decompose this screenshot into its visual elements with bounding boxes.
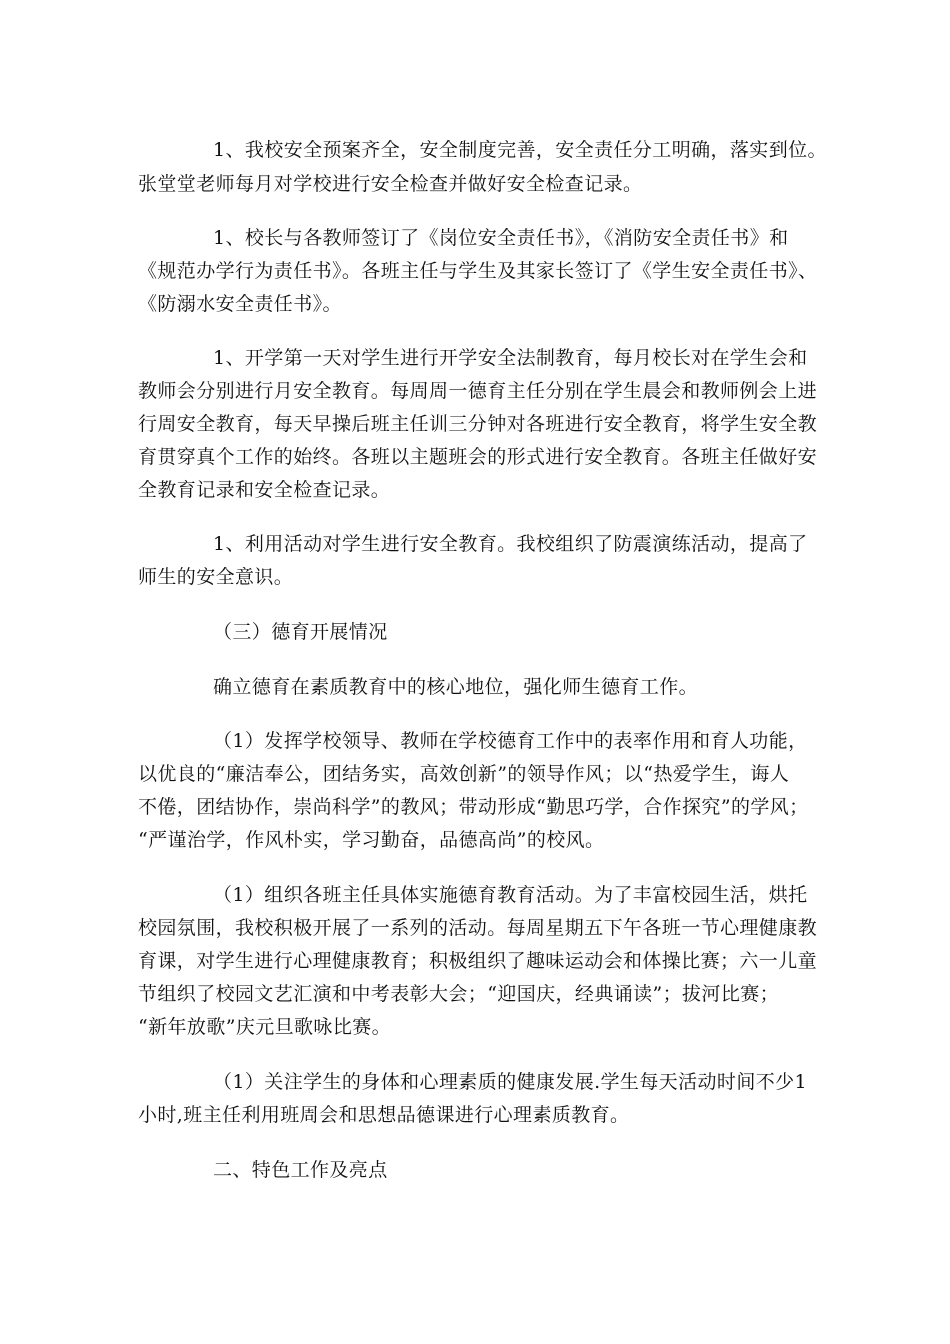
paragraph-leadership-line-3: 不倦，团结协作，崇尚科学”的教风；带动形成“勤思巧学，合作探究”的学风；	[138, 796, 809, 818]
paragraph-safety-plan-line-2: 张堂堂老师每月对学校进行安全检查并做好安全检查记录。	[138, 173, 643, 195]
section-heading-moral-education: （三）德育开展情况	[213, 621, 388, 643]
paragraph-safety-education-line-4: 育贯穿真个工作的始终。各班以主题班会的形式进行安全教育。各班主任做好安	[138, 446, 818, 468]
paragraph-safety-education-line-5: 全教育记录和安全检查记录。	[138, 479, 391, 501]
paragraph-responsibility-line-1: 1、校长与各教师签订了《岗位安全责任书》，《消防安全责任书》和	[213, 227, 789, 249]
paragraph-activity-education-line-2: 师生的安全意识。	[138, 566, 294, 588]
paragraph-class-activities-line-2: 校园氛围，我校积极开展了一系列的活动。每周星期五下午各班一节心理健康教	[138, 917, 818, 939]
paragraph-leadership-line-4: “严谨治学，作风朴实，学习勤奋，品德高尚”的校风。	[138, 829, 605, 851]
paragraph-responsibility-line-2: 《规范办学行为责任书》。各班主任与学生及其家长签订了《学生安全责任书》、	[138, 260, 818, 282]
paragraph-class-activities-line-4: 节组织了校园文艺汇演和中考表彰大会；“迎国庆，经典诵读”；拔河比赛；	[138, 983, 780, 1005]
paragraph-leadership-line-2: 以优良的“廉洁奉公，团结务实，高效创新”的领导作风；以“热爱学生，诲人	[138, 763, 790, 785]
paragraph-class-activities-line-1: （1）组织各班主任具体实施德育教育活动。为了丰富校园生活，烘托	[213, 884, 808, 906]
paragraph-responsibility-line-3: 《防溺水安全责任书》。	[138, 293, 342, 315]
paragraph-safety-plan-line-1: 1、我校安全预案齐全，安全制度完善，安全责任分工明确，落实到位。	[213, 139, 827, 161]
paragraph-class-activities-line-3: 育课，对学生进行心理健康教育；积极组织了趣味运动会和体操比赛；六一儿童	[138, 950, 818, 972]
paragraph-safety-education-line-3: 行周安全教育，每天早操后班主任训三分钟对各班进行安全教育，将学生安全教	[138, 413, 818, 435]
paragraph-health-development-line-2: 小时,班主任利用班周会和思想品德课进行心理素质教育。	[138, 1104, 630, 1126]
paragraph-health-development-line-1: （1）关注学生的身体和心理素质的健康发展.学生每天活动时间不少1	[213, 1071, 808, 1093]
paragraph-safety-education-line-1: 1、开学第一天对学生进行开学安全法制教育，每月校长对在学生会和	[213, 347, 808, 369]
paragraph-safety-education-line-2: 教师会分别进行月安全教育。每周周一德育主任分别在学生晨会和教师例会上进	[138, 380, 818, 402]
paragraph-activity-education-line-1: 1、利用活动对学生进行安全教育。我校组织了防震演练活动，提高了	[213, 533, 808, 555]
paragraph-moral-core-line-1: 确立德育在素质教育中的核心地位，强化师生德育工作。	[213, 676, 699, 698]
paragraph-leadership-line-1: （1）发挥学校领导、教师在学校德育工作中的表率作用和育人功能，	[213, 730, 808, 752]
section-heading-features: 二、特色工作及亮点	[213, 1159, 388, 1181]
paragraph-class-activities-line-5: “新年放歌”庆元旦歌咏比赛。	[138, 1016, 392, 1038]
